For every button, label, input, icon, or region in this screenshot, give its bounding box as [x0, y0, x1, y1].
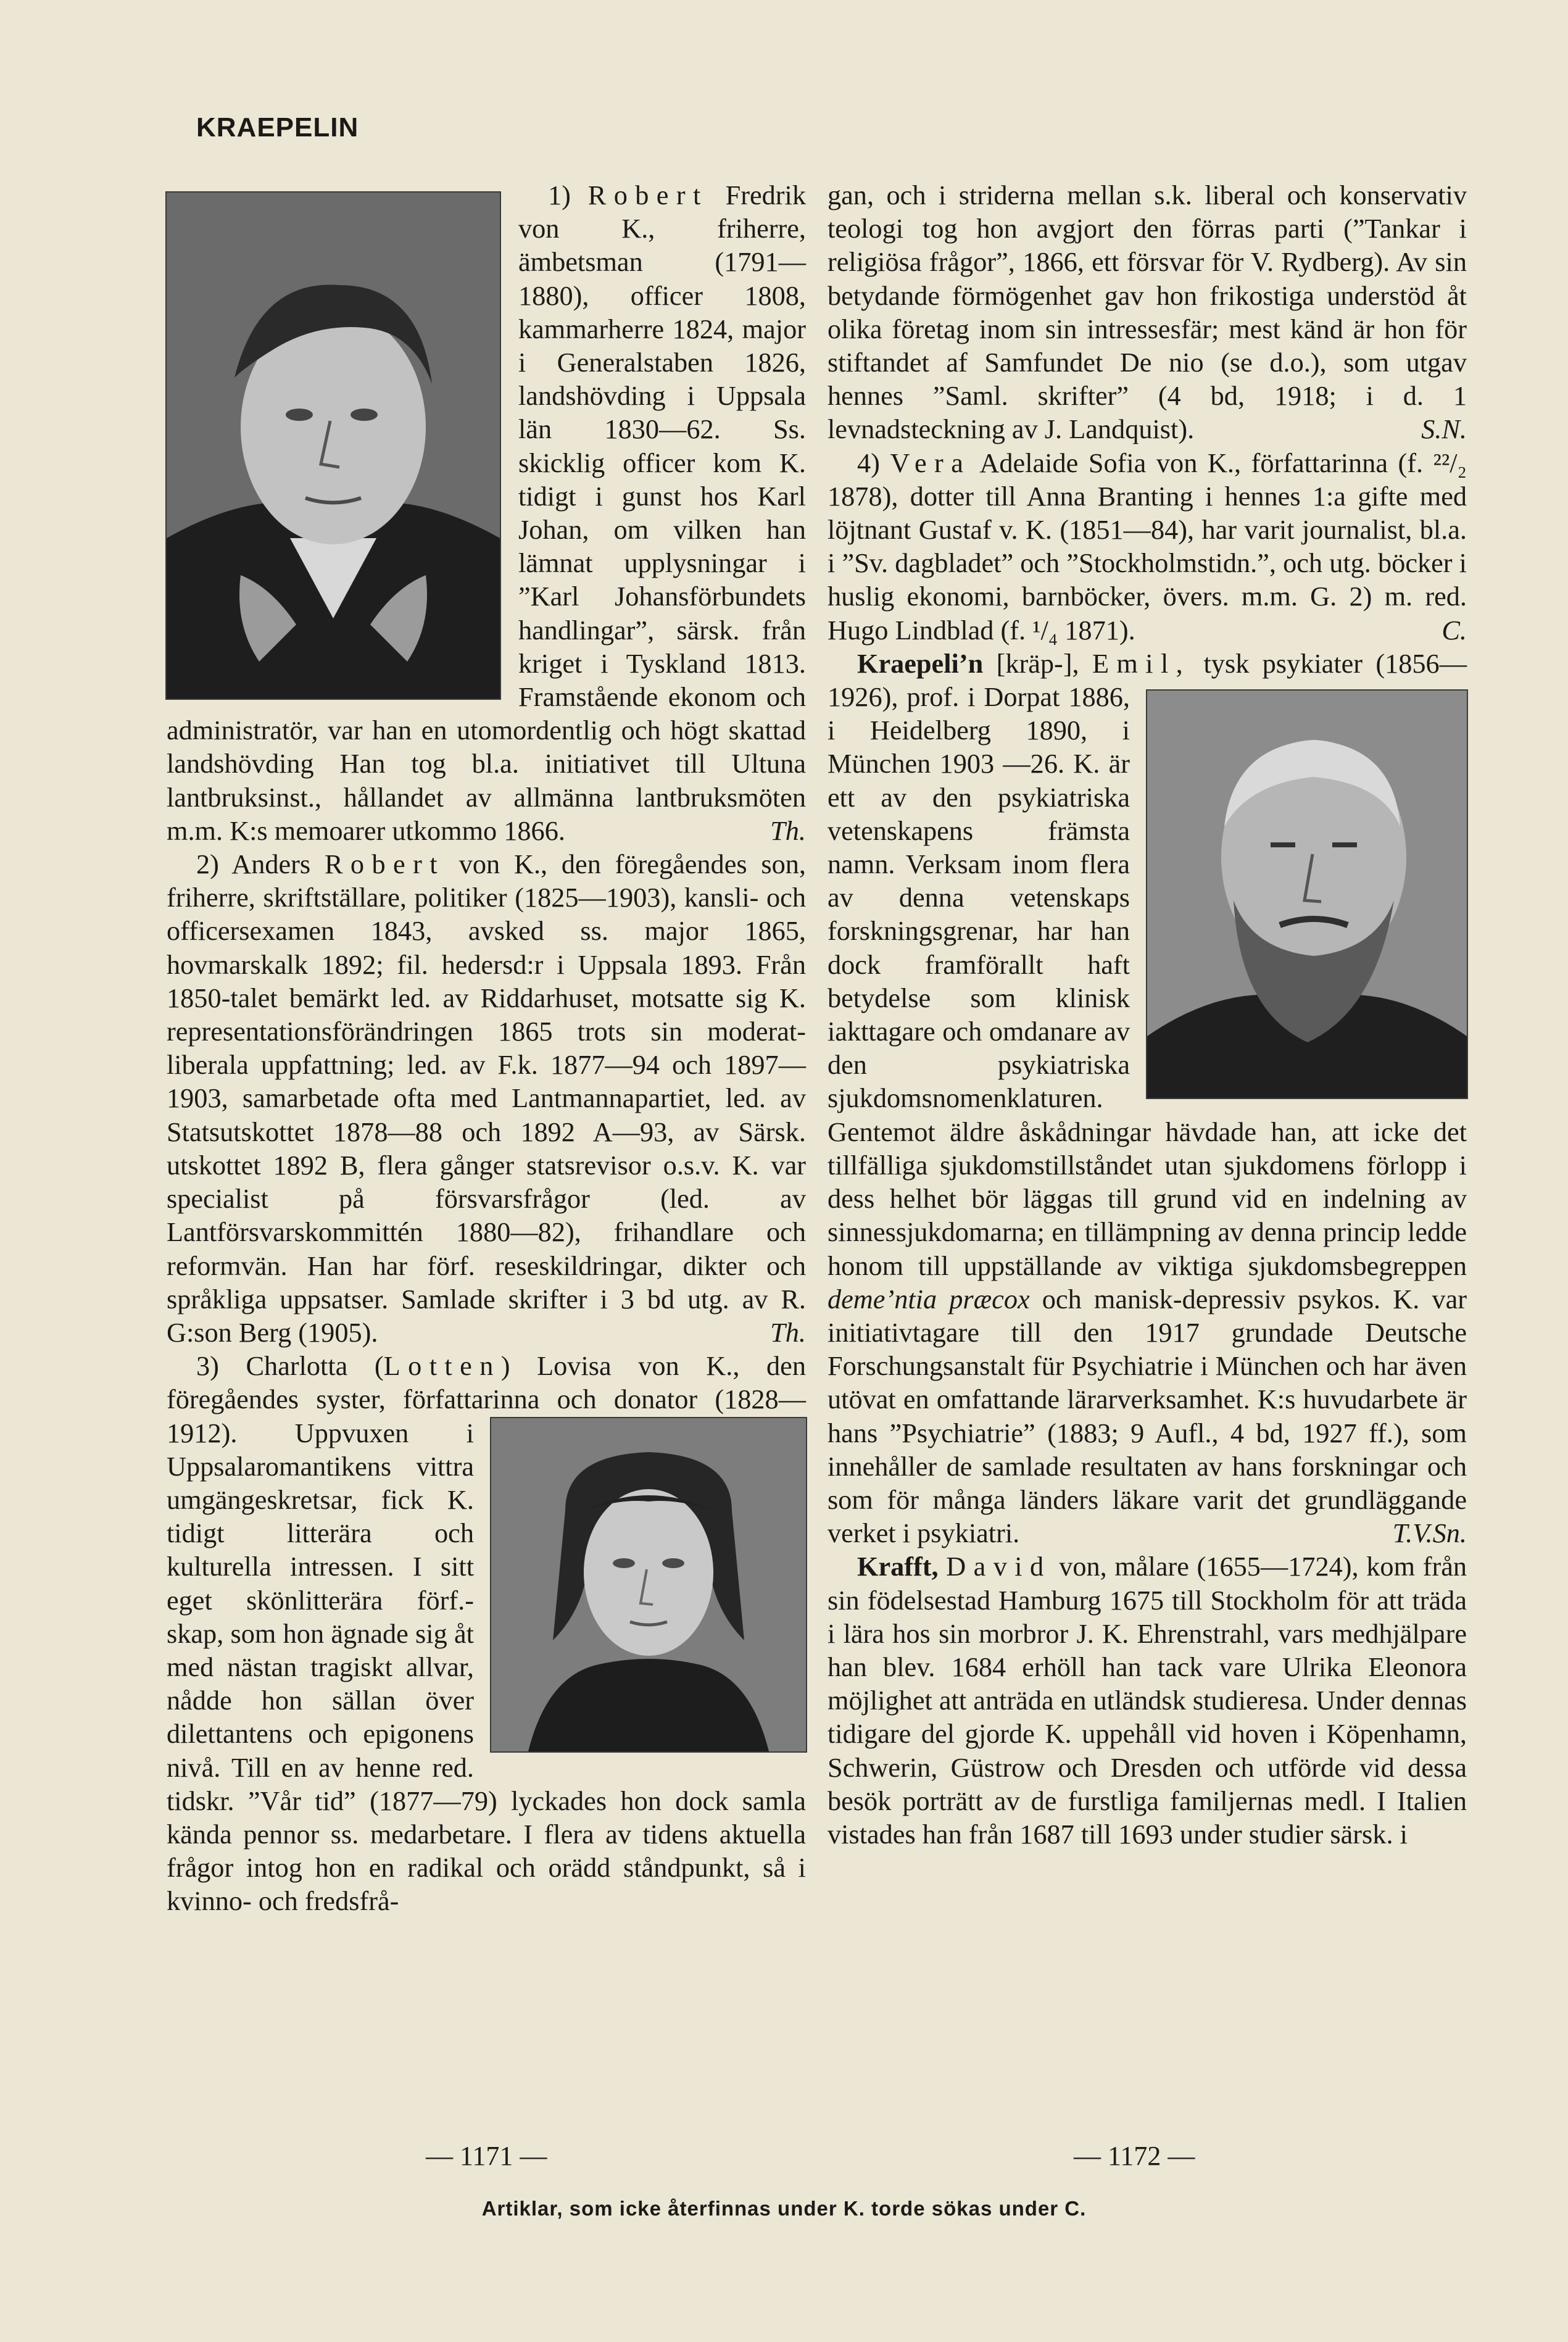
portrait-woman-image	[491, 1418, 806, 1751]
page-number-right: — 1172 —	[1074, 2141, 1195, 2171]
right-column	[828, 179, 1467, 1851]
entry-charlotta-cont	[828, 179, 1467, 447]
author-signature: T.V.Sn.	[1392, 1518, 1467, 1549]
entry-text: gan, och i striderna mellan s.k. liberal och konservativ teologi tog hon avgjort den förras parti (”Tankar i religiösa frågor”, 1866, ett försvar för V. Rydberg). Av sin betydande förmögenhet gav hon frikostiga understöd åt olika företag inom sin intressesfär; mest känd är hon för stiftandet af Samfundet De nio (se d.o.), som utgav hennes ”Saml. skrifter” (4 bd, 1918; i d. 1 levnadsteckning av J. Landquist).	[828, 180, 1467, 445]
entry-name: Robert	[324, 849, 445, 880]
portrait-charlotta	[490, 1417, 807, 1753]
left-column	[167, 179, 806, 1919]
portrait-emil-kraepelin	[1146, 689, 1468, 1099]
author-signature: Th.	[770, 1317, 806, 1348]
entry-name: Lotten	[383, 1351, 501, 1382]
page-number-left: — 1171 —	[426, 2141, 547, 2171]
portrait-man-uniform-image	[167, 193, 500, 699]
portrait-robert-fredrik	[165, 191, 501, 700]
pronunciation: [kräp-],	[996, 648, 1079, 679]
entry-charlotta	[167, 1350, 806, 1918]
entry-number: 1)	[548, 180, 571, 210]
author-signature: Th.	[770, 815, 806, 846]
entry-kraepelin-emil	[828, 647, 1467, 1550]
entry-text: Fredrik von K., friherre, ämbetsman (1791—1880), officer 1808, kammarherre 1824, major i Generalstaben 1826, landshövding i Uppsala län 1830—62. Ss. skicklig officer kom K. tidigt i gunst hos Karl Johan, om vilken han lämnat upplysningar i ”Karl Johansförbundets handlingar”, särsk. från kriget i Tyskland 1813. Framstående ekonom och administratör, var han en utomordentlig och högt skattad landshövding Han tog bl.a. initiativet till Ultuna lantbruksinst., hållandet av allmänna lantbruksmöten m.m. K:s memoarer utkommo 1866.	[167, 180, 806, 846]
entry-krafft	[828, 1550, 1467, 1851]
footer-note: Artiklar, som icke återfinnas under K. torde sökas under C.	[481, 2197, 1087, 2220]
entry-text: Adelaide Sofia von K., författarinna (f. ²²/₂ 1878), dotter till Anna Branting i hennes 1:a gifte med löjtnant Gustaf v. K. (1851—84), har varit journalist, bl.a. i ”Sv. dagbladet” och ”Stockholmstidn.”, och utg. böcker i huslig ekonomi, barnböcker, övers. m.m. G. 2) m. red. Hugo Lindblad (f. ¹/₄ 1871).	[828, 447, 1467, 646]
entry-text: von K., den föregåendes son, friherre, skriftställare, politiker (1825—1903), kansli- och officersexamen 1843, avsked ss. major 1865, hovmarskalk 1892; fil. hedersd:r i Uppsala 1893. Från 1850-talet bemärkt led. av Riddarhuset, motsatte sig K. representationsförändringen 1865 trots sin moderat-liberala uppfattning; led. av F.k. 1877—94 och 1897—1903, samarbetade ofta med Lantmannapartiet, led. av Statsutskottet 1878—88 och 1892 A—93, av Särsk. utskottet 1892 B, flera gånger statsrevisor o.s.v. K. var specialist på försvarsfrågor (led. av Lantförsvarskommittén 1880—82), frihandlare och reformvän. Han har förf. reseskildringar, dikter och språkliga uppsatser. Samlade skrifter i 3 bd utg. av R. G:son Berg (1905).	[167, 849, 806, 1348]
entry-prefix: 2) Anders	[196, 849, 311, 880]
entry-name: David	[946, 1551, 1052, 1582]
entry-intro: ) Lovisa von K., den föregåendes syster, författarinna och donator (1828—1912).	[167, 1351, 806, 1448]
entry-prefix: 3) Charlotta (	[196, 1351, 384, 1382]
entry-text-cont: och manisk-depressiv psykos. K. var initiativtagare till den 1917 grundade Deutsche Forschungsanstalt für Psychiatrie i München och har även utövat en omfattande lärarverksamhet. K:s huvudarbete är hans ”Psychiatrie” (1883; 9 Aufl., 4 bd, 1927 ff.), som innehåller de samlade resultaten av hans forskningar och som för många länders läkare varit det grundläggande verket i psykiatri.	[828, 1284, 1467, 1549]
italic-term: deme’ntia præcox	[828, 1284, 1030, 1314]
entry-robert-fredrik	[167, 179, 806, 848]
running-header: KRAEPELIN	[196, 112, 359, 143]
entry-vera	[828, 447, 1467, 647]
author-signature: C.	[1441, 615, 1467, 646]
entry-text: von, målare (1655—1724), kom från sin födelsestad Hamburg 1675 till Stockholm för att träda i lära hos sin morbror J. K. Ehrenstrahl, vars medhjälpare han blev. 1684 erhöll han tack vare Ulrika Eleonora möjlighet att anträda en utländsk studieresa. Under dennas tidigare del gjorde K. uppehåll vid hoven i Köpenhamn, Schwerin, Güstrow och Dresden och utförde vid dessa besök porträtt av de furstliga familjernas medl. I Italien vistades han från 1687 till 1693 under studier särsk. i	[828, 1551, 1467, 1850]
entry-number: 4)	[857, 447, 880, 478]
entry-name: Emil,	[1092, 648, 1191, 679]
entry-name: Vera	[890, 447, 971, 478]
entry-headword: Kraepeli’n	[857, 648, 984, 679]
portrait-man-beard-image	[1147, 691, 1467, 1098]
entry-text: tysk psykiater (1856—1926), prof. i Dorpat 1886, i Heidelberg 1890, i München 1903 —26. K. är ett av den psykiatriska vetenskapens främsta namn. Verksam inom flera av denna vetenskaps forskningsgrenar, har han dock framförallt haft betydelse som klinisk iakttagare och omdanare av den psykiatriska sjukdomsnomenklaturen. Gentemot äldre åskådningar hävdade han, att icke det tillfälliga sjukdomstillståndet utan sjukdomens förlopp i dess helhet bör läggas till grund vid en indelning av sinnessjukdomarna; en tillämpning av denna princip ledde honom till uppställande av viktiga sjukdomsbegreppen	[828, 648, 1467, 1281]
entry-name: Robert	[587, 180, 708, 210]
author-signature: S.N.	[1421, 414, 1467, 445]
entry-anders-robert	[167, 848, 806, 1350]
entry-headword: Krafft,	[857, 1551, 939, 1582]
entry-text: Uppvuxen i Uppsalaromantikens vittra umgängeskretsar, fick K. tidigt litterära och kulturella intressen. I sitt eget skönlitterära förf.-skap, som hon ägnade sig åt med nästan tragiskt allvar, nådde hon sällan över dilettantens och epigonens nivå. Till en av henne red. tidskr. ”Vår tid” (1877—79) lyckades hon dock samla kända pennor ss. medarbetare. I flera av tidens aktuella frågor intog hon en radikal och orädd ståndpunkt, så i kvinno- och fredsfrå-	[167, 1418, 806, 1917]
